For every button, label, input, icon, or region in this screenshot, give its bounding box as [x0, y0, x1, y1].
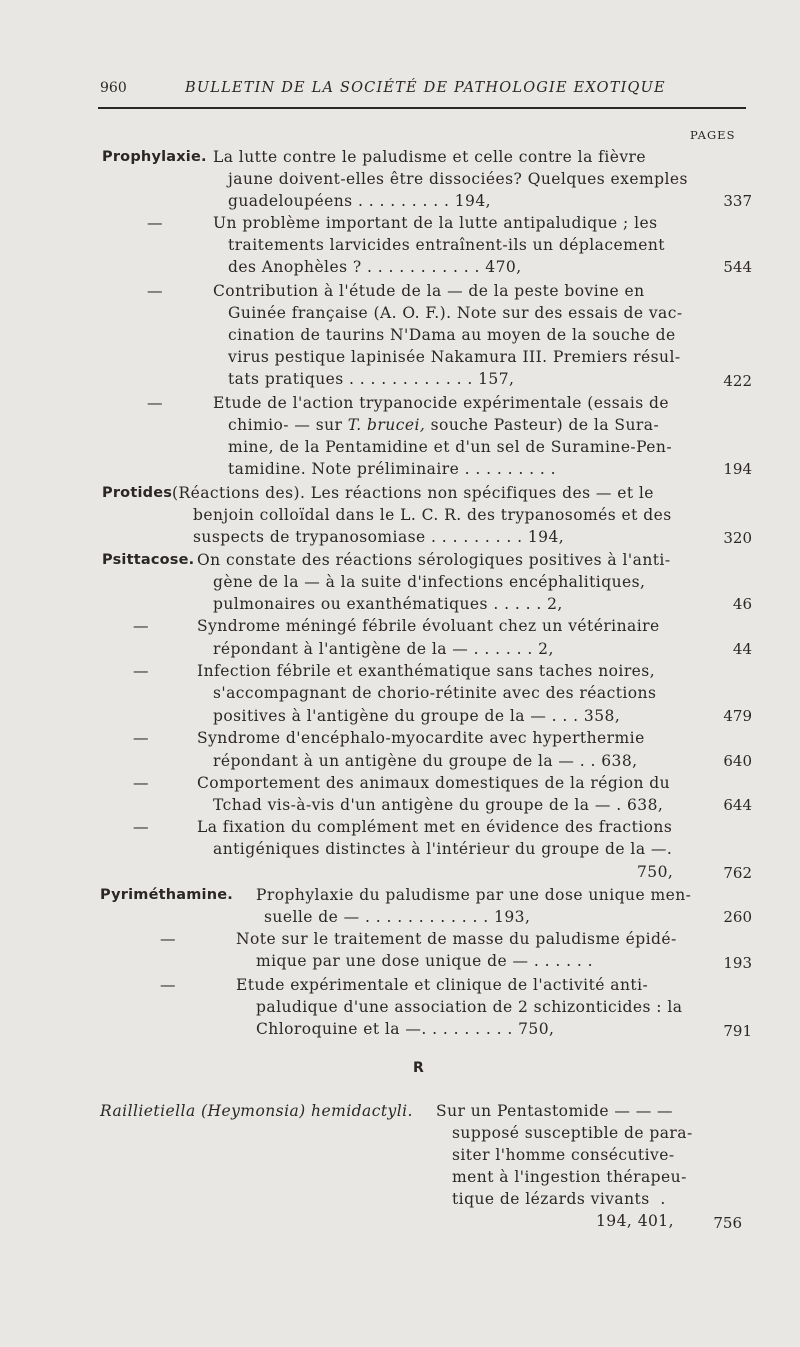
page-ref: 544 — [723, 258, 752, 276]
page-ref: 422 — [723, 372, 752, 390]
page-ref: 260 — [723, 908, 752, 926]
entry-line: cination de taurins N'Dama au moyen de la souche de — [228, 326, 676, 344]
entry-line: Note sur le traitement de masse du paludisme épidé- — [236, 930, 677, 948]
page-ref: 337 — [723, 192, 752, 210]
entry-line: On constate des réactions sérologiques positives à l'anti- — [197, 551, 671, 569]
entry-line: des Anophèles ? . . . . . . . . . . . 470, — [228, 258, 522, 276]
entry-line: tamidine. Note préliminaire . . . . . . . . . — [228, 460, 557, 478]
entry-line: pulmonaires ou exanthématiques . . . . . 2, — [213, 595, 563, 613]
repeat-dash: — — [160, 930, 176, 948]
repeat-dash: — — [133, 774, 149, 792]
entry-line: Sur un Pentastomide — — — — [436, 1102, 673, 1120]
entry-line: mique par une dose unique de — . . . . . . — [256, 952, 594, 970]
page-number: 960 — [100, 80, 127, 96]
headword-raillietiella: Raillietiella (Heymonsia) hemidactyli. — [100, 1102, 413, 1120]
entry-line: 194, 401, — [596, 1212, 675, 1230]
headword-psittacose: Psittacose. — [102, 552, 195, 568]
running-title: BULLETIN DE LA SOCIÉTÉ DE PATHOLOGIE EXOTIQUE — [185, 80, 666, 96]
entry-line: chimio- — sur T. brucei, souche Pasteur) de la Sura- — [228, 416, 660, 434]
entry-line: traitements larvicides entraînent-ils un déplacement — [228, 236, 665, 254]
entry-line: Prophylaxie du paludisme par une dose unique men- — [256, 886, 692, 904]
headword-pyrimethamine: Pyriméthamine. — [100, 887, 233, 903]
page-ref: 640 — [723, 752, 752, 770]
entry-line: répondant à l'antigène de la — . . . . . . 2, — [213, 640, 554, 658]
entry-line: paludique d'une association de 2 schizonticides : la — [256, 998, 683, 1016]
entry-line: (Réactions des). Les réactions non spécifiques des — et le — [172, 484, 654, 502]
entry-line: répondant à un antigène du groupe de la — . . 638, — [213, 752, 638, 770]
entry-line: ment à l'ingestion thérapeu- — [452, 1168, 687, 1186]
entry-line: virus pestique lapinisée Nakamura III. Premiers résul- — [228, 348, 681, 366]
repeat-dash: — — [147, 282, 163, 300]
entry-line: antigéniques distinctes à l'intérieur du groupe de la —. — [213, 840, 673, 858]
entry-line: gène de la — à la suite d'infections encéphalitiques, — [213, 573, 646, 591]
repeat-dash: — — [133, 662, 149, 680]
repeat-dash: — — [160, 976, 176, 994]
entry-line: Tchad vis-à-vis d'un antigène du groupe de la — . 638, — [213, 796, 664, 814]
page-ref: 479 — [723, 707, 752, 725]
entry-line: La lutte contre le paludisme et celle contre la fièvre — [213, 148, 647, 166]
entry-line: siter l'homme consécutive- — [452, 1146, 675, 1164]
entry-line: Chloroquine et la —. . . . . . . . . 750, — [256, 1020, 555, 1038]
page-ref: 756 — [713, 1214, 742, 1232]
page-ref: 791 — [723, 1022, 752, 1040]
entry-line: Syndrome méningé fébrile évoluant chez un vétérinaire — [197, 617, 660, 635]
entry-line: Un problème important de la lutte antipaludique ; les — [213, 214, 658, 232]
page-ref: 46 — [732, 595, 752, 613]
header-rule — [98, 107, 746, 109]
repeat-dash: — — [133, 617, 149, 635]
page-ref: 644 — [723, 796, 752, 814]
entry-line: suspects de trypanosomiase . . . . . . . . . 194, — [193, 528, 565, 546]
page-ref: 762 — [723, 864, 752, 882]
entry-line: Comportement des animaux domestiques de la région du — [197, 774, 671, 792]
entry-line: positives à l'antigène du groupe de la — . . . 358, — [213, 707, 621, 725]
repeat-dash: — — [147, 394, 163, 412]
entry-line: Guinée française (A. O. F.). Note sur des essais de vac- — [228, 304, 683, 322]
entry-line: jaune doivent-elles être dissociées? Quelques exemples — [228, 170, 688, 188]
entry-line: Contribution à l'étude de la — de la peste bovine en — [213, 282, 645, 300]
entry-line: tique de lézards vivants . — [452, 1190, 666, 1208]
entry-line: s'accompagnant de chorio-rétinite avec des réactions — [213, 684, 657, 702]
section-letter: R — [413, 1060, 424, 1076]
entry-line: Infection fébrile et exanthématique sans taches noires, — [197, 662, 656, 680]
repeat-dash: — — [133, 729, 149, 747]
entry-line: 750, — [637, 863, 674, 881]
entry-line: Etude de l'action trypanocide expérimentale (essais de — [213, 394, 670, 412]
page-ref: 193 — [723, 954, 752, 972]
page-ref: 320 — [723, 529, 752, 547]
headword-protides: Protides — [102, 485, 173, 501]
entry-line: benjoin colloïdal dans le L. C. R. des trypanosomés et des — [193, 506, 672, 524]
entry-line: Syndrome d'encéphalo-myocardite avec hyperthermie — [197, 729, 645, 747]
page-ref: 44 — [732, 640, 752, 658]
headword-prophylaxie: Prophylaxie. — [102, 149, 207, 165]
entry-line: supposé susceptible de para- — [452, 1124, 693, 1142]
pages-column-label: PAGES — [690, 128, 736, 142]
entry-line: La fixation du complément met en évidence des fractions — [197, 818, 673, 836]
repeat-dash: — — [147, 214, 163, 232]
entry-line: tats pratiques . . . . . . . . . . . . 157, — [228, 370, 515, 388]
entry-line: suelle de — . . . . . . . . . . . . 193, — [264, 908, 531, 926]
repeat-dash: — — [133, 818, 149, 836]
entry-line: mine, de la Pentamidine et d'un sel de Suramine-Pen- — [228, 438, 673, 456]
page-ref: 194 — [723, 460, 752, 478]
entry-line: Etude expérimentale et clinique de l'activité anti- — [236, 976, 649, 994]
entry-line: guadeloupéens . . . . . . . . . 194, — [228, 192, 492, 210]
